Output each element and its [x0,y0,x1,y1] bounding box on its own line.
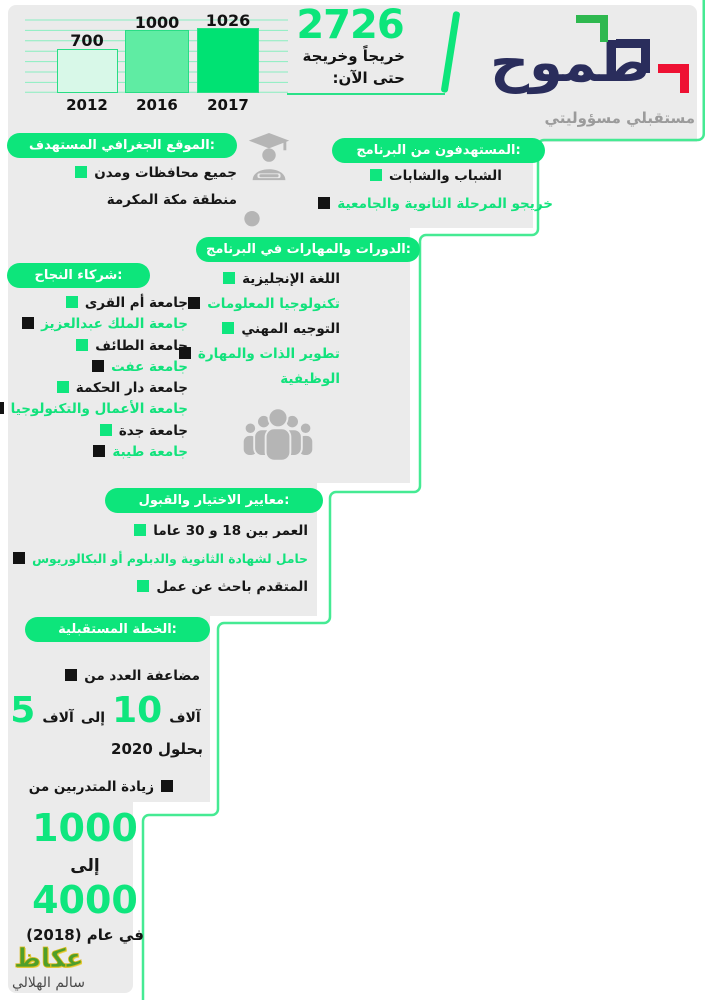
section-title-geography: الموقع الجغرافي المستهدف: [7,133,237,158]
bar-year-2012: 2012 [66,96,108,114]
total-graduates-caption-1: خريجاً وخريجة [302,47,405,65]
trainees-from-number: 1000 [32,806,138,850]
targets-list [337,162,553,218]
list-item: تكنولوجيا المعلومات [195,292,340,317]
bullet-icon [92,360,104,372]
to-thousands-number: 10 [112,690,163,731]
list-item: تطوير الذات والمهارة [195,342,340,367]
list-item: المتقدم باحث عن عمل [75,573,308,601]
bullet-icon [318,197,330,209]
bullet-icon [57,381,69,393]
section-title-future-plan: الخطة المستقبلية: [25,617,210,642]
to-word: إلى [80,710,106,726]
future-goal-1-deadline: بحلول 2020 [111,740,203,758]
section-title-courses: الدورات والمهارات في البرنامج: [196,237,420,262]
bar-year-2017: 2017 [207,96,249,114]
bullet-icon [93,445,105,457]
list-item: حامل لشهادة الثانوية والدبلوم أو البكالوريوس [75,545,308,573]
bullet-icon [0,402,4,414]
courses-list [195,267,340,392]
bullet-icon [75,166,87,178]
future-goal-1: مضاعفة العدد من [60,668,200,684]
trainees-to-number: 4000 [32,878,138,922]
to-word: إلى [70,856,100,876]
future-goal-1-numbers [8,690,203,731]
section-title-targets: المستهدفون من البرنامج: [332,138,545,163]
bullet-icon [66,296,78,308]
logo-wordmark: طموح [490,31,650,94]
list-item: منطقة مكة المكرمة [106,192,237,208]
list-item: جامعة جدة [20,421,188,442]
list-item: العمر بين 18 و 30 عاما [75,517,308,545]
graduate-icon [238,132,300,182]
bullet-icon [65,669,77,681]
logo-tagline: مستقبلي مسؤوليتي [544,109,695,127]
total-graduates-caption-2: حتى الآن: [332,69,405,87]
bullet-icon [13,552,25,564]
list-item: جامعة الطائف [20,336,188,357]
bar-value-2016: 1000 [134,13,180,32]
list-item: جامعة أم القرى [20,293,188,314]
bullet-icon [188,297,200,309]
list-item-continuation: الوظيفية [280,371,340,387]
bullet-icon [222,322,234,334]
team-icon [238,403,318,465]
list-item: اللغة الإنجليزية [195,267,340,292]
list-item: جامعة عفت [20,357,188,378]
okaz-logo: عكاظ [14,944,84,974]
bullet-icon [223,272,235,284]
list-item: جامعة طيبة [20,442,188,463]
bar-year-2016: 2016 [136,96,178,114]
bar-value-2017: 1026 [205,11,251,30]
bar-2017 [197,28,259,93]
future-goal-2-year: في عام (2018) [26,926,144,944]
author-name: سالم الهلالي [12,975,85,991]
list-item: التوجيه المهني [195,317,340,342]
bar-2012 [57,49,118,93]
list-item: الشباب والشابات [363,162,553,190]
thousands-word: آلاف [42,710,74,726]
bar-value-2012: 700 [70,31,104,50]
divider-line [287,93,445,95]
corner-bracket-red-icon [658,64,689,93]
thousands-word: آلاف [169,710,201,726]
bullet-icon [22,317,34,329]
section-title-criteria: معايير الاختيار والقبول: [105,488,323,513]
list-item: جامعة الملك عبدالعزيز [20,314,188,335]
list-item: جميع محافظات ومدن [70,160,237,187]
partners-list [10,293,188,463]
bullet-icon [370,169,382,181]
future-goal-2: زيادة المتدربين من [25,779,180,795]
bullet-icon [137,580,149,592]
total-graduates-number: 2726 [296,2,404,48]
list-item: جامعة دار الحكمة [20,378,188,399]
section-title-partners: شركاء النجاح: [7,263,150,288]
list-item: خريجو المرحلة الثانوية والجامعية [363,190,553,218]
from-thousands-number: 5 [10,690,36,731]
geography-list [70,160,237,214]
criteria-list [32,517,308,601]
corner-bracket-green-icon [576,15,608,42]
bullet-icon [76,339,88,351]
list-item: جامعة الأعمال والتكنولوجيا [20,399,188,420]
bar-2016 [125,30,189,93]
bullet-icon [134,524,146,536]
bullet-icon [100,424,112,436]
corner-bracket-navy-icon [616,39,650,73]
bullet-icon [161,780,173,792]
